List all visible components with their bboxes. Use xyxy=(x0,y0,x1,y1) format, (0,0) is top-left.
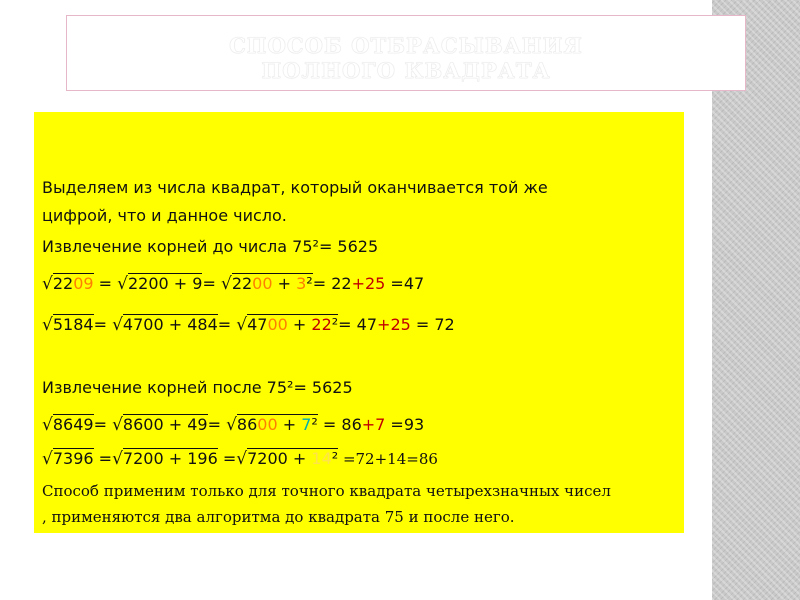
radical-3c: √8600 + 7² xyxy=(226,415,318,435)
radical-1b: √2200 + 9 xyxy=(117,274,203,294)
section-heading-after-75: Извлечение корней после 75²= 5625 xyxy=(42,378,353,397)
radical-1a: √2209 xyxy=(42,274,94,294)
radical-3b: √8600 + 49 xyxy=(112,415,208,435)
equation-1: √2209 = √2200 + 9= √2200 + 3²= 22+25 =47 xyxy=(42,274,425,294)
content-panel xyxy=(34,112,684,533)
intro-line-2: цифрой, что и данное число. xyxy=(42,206,287,225)
title-box xyxy=(66,15,746,91)
intro-line-1: Выделяем из числа квадрат, который оканчивается той же xyxy=(42,178,548,197)
radical-4c: √7200 + 14² xyxy=(236,449,339,469)
note-line-1: Способ применим только для точного квадрата четырехзначных чисел xyxy=(42,482,611,500)
radical-2c: √4700 + 22² xyxy=(236,315,339,335)
radical-2a: √5184 xyxy=(42,315,94,335)
note-line-2: , применяются два алгоритма до квадрата 75 и после него. xyxy=(42,508,515,526)
radical-1c: √2200 + 3² xyxy=(220,274,313,294)
slide-title-line-1: СПОСОБ ОТБРАСЫВАНИЯ xyxy=(229,33,583,58)
radical-4b: √7200 + 196 xyxy=(112,449,218,469)
radical-4a: √7396 xyxy=(42,449,94,469)
radical-2b: √4700 + 484 xyxy=(112,315,218,335)
radical-3a: √8649 xyxy=(42,415,94,435)
equation-4: √7396 =√7200 + 196 =√7200 + 14² =72+14=86 xyxy=(42,449,438,469)
equation-3: √8649= √8600 + 49= √8600 + 7² = 86+7 =93 xyxy=(42,415,425,435)
slide-title-line-2: ПОЛНОГО КВАДРАТА xyxy=(261,58,551,83)
equation-2: √5184= √4700 + 484= √4700 + 22²= 47+25 = 72 xyxy=(42,315,455,335)
section-heading-before-75: Извлечение корней до числа 75²= 5625 xyxy=(42,237,379,256)
